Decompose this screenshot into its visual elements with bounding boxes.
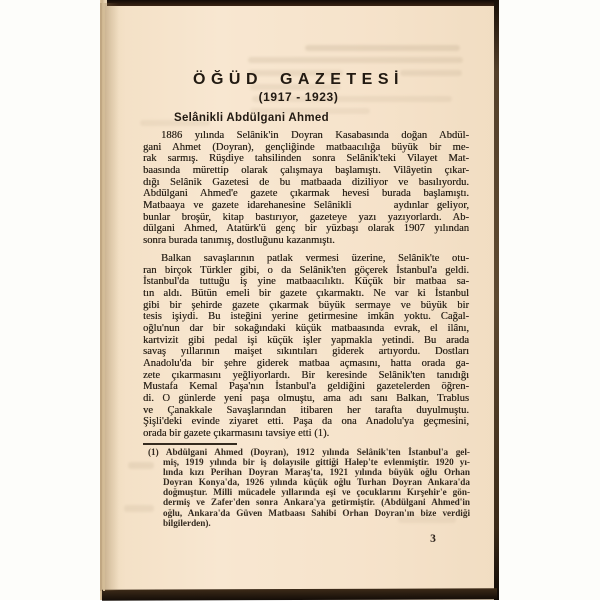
- body-paragraph-1: [143, 130, 469, 247]
- text-line: tın aldı. Bütün emeli bir gazete çıkarmaktı. Ne var ki İstanbul: [143, 287, 469, 299]
- text-line: bilgilerden).: [163, 517, 211, 528]
- text-line: tesis işiydi. Bu isteğini yerine getirmesine imkân yoktu. Cağal-: [143, 311, 469, 323]
- text-line: gibi bir şehirde gazete çıkarmak büyük sermaye ve büyük bir: [143, 299, 469, 311]
- footnote-separator: [143, 443, 237, 445]
- section-heading: Selânikli Abdülgani Ahmed: [174, 112, 329, 124]
- text-line: zete çıkarmasını yeğliyorlardı. Bir keresinde Selânik'ten tanıdığı: [143, 369, 469, 381]
- page-number: 3: [430, 533, 436, 545]
- text-line: Şişli'deki evinde ziyaret etti. Paşa da ona Anadolu'ya geçmesini,: [143, 416, 469, 428]
- text-line: miş, 1919 yılında bir iş dolayısile gittiği Halep'te evlenmiştir. 1920 yı-: [163, 457, 470, 468]
- text-line: savaş yıllarının maişet sıkıntıları giderek artıyordu. Dostları: [143, 346, 469, 358]
- text-line: ve Çanakkale Savaşlarından itibaren her tarafta duyulmuştu.: [143, 404, 469, 416]
- text-line: baasında mürettip olarak çalışmaya başlamıştı. Vilâyetin çıkar-: [143, 164, 469, 176]
- text-line: Matbaaya ve gazete idarehanesine Selânikli aydınlar geliyor,: [143, 199, 469, 211]
- text-line: dığı Selânik Gazetesi de bu matbaada diziliyor ve basılıyordu.: [143, 176, 469, 188]
- text-line: oğlu, Ankara'da Güven Matbaası Sahibi Orhan Doyran'ın bize verdiği: [163, 507, 470, 518]
- text-line: İstanbul'da tuttuğu iş yine matbaacılıktı. Küçük bir matbaa sa-: [143, 276, 469, 288]
- text-line: Mustafa Kemal Paşa'nın İstanbul'a geldiğini gazetelerden öğren-: [143, 381, 469, 393]
- text-line: gani Ahmet (Doyran), gençliğinde matbaacılığa büyük bir me-: [143, 141, 469, 153]
- bleed-through-smudge: [248, 57, 463, 63]
- text-line: Anadolu'da bir şehre giderek matbaa açmasını, hatta orada ga-: [143, 357, 469, 369]
- footnote: [148, 447, 470, 528]
- text-line: di. O günlerde yeni paşa olmuştu, ama adı sanı Balkan, Trablus: [143, 392, 469, 404]
- text-line: orada bir gazete çıkarmasını tavsiye etti (1).: [143, 427, 330, 439]
- text-line: dermiş ve Zafer'den sonra Ankara'ya getirmiştir. (Abdülgani Ahmed'in: [163, 497, 470, 508]
- article-title: ÖĞÜD GAZETESİ: [193, 71, 404, 88]
- page-content: [100, 0, 497, 600]
- text-line: rak sarmış. Rüşdiye tahsilinden sonra Selânik'teki Vilayet Mat-: [143, 153, 469, 165]
- text-line: lında kızı Perihan Doyran Maraş'ta, 1921 yılında büyük oğlu Orhan: [163, 467, 470, 478]
- text-line: Balkan savaşlarının patlak vermesi üzerine, Selânik'te otu-: [161, 253, 469, 264]
- article-years: (1917 - 1923): [258, 90, 339, 104]
- text-line: ran birçok Türkler gibi, o da Selânik'ten göçerek İstanbul'a geldi.: [143, 264, 469, 276]
- text-line: dülgani Ahmed, Atatürk'ü genç bir yüzbaşı olarak 1907 yılından: [143, 223, 469, 235]
- text-line: kartvizit gibi pedal işi küçük işler yapmakla yetindi. Bu arada: [143, 334, 469, 346]
- text-line: sonra burada tanımış, dostluğunu kazanmıştı.: [143, 234, 335, 246]
- body-paragraph-2: [143, 253, 469, 440]
- text-line: Doyran Konya'da, 1926 yılında küçük oğlu Turhan Doyran Ankara'da: [163, 477, 470, 488]
- text-line: 1886 yılında Selânik'in Doyran Kasabasında doğan Abdül-: [161, 130, 469, 141]
- text-line: bunlar broşür, kitap bastırıyor, gazeteye yazı yazıyorlardı. Ab-: [143, 211, 469, 223]
- bleed-through-smudge: [305, 45, 460, 51]
- text-line: (1) Abdülgani Ahmed (Doyran), 1912 yılında Selânik'ten İstanbul'a gel-: [148, 447, 470, 457]
- text-line: Abdülgani Ahmed'e gazete çıkarmak hevesi burada başlamıştı.: [143, 188, 469, 200]
- text-line: oğlu'nun dar bir sokağındaki küçük matbaasında evrak, el ilânı,: [143, 322, 469, 334]
- text-line: doğmuştur. Milli mücadele yıllarında eşi ve çocuklarını Kırşehir'e gön-: [163, 487, 470, 498]
